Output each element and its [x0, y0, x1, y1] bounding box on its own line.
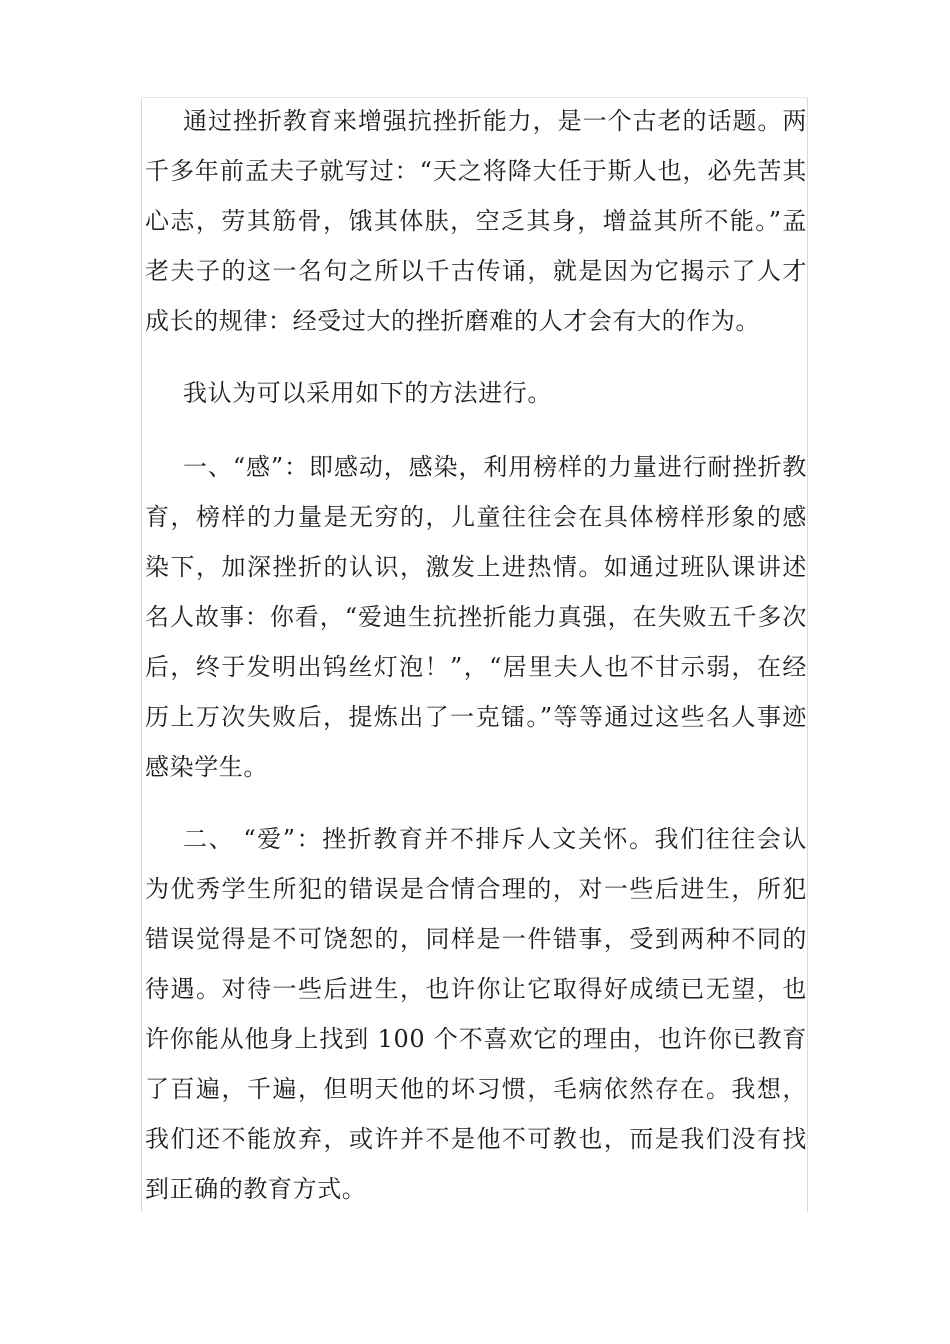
paragraph-ai: 二、 “爱”：挫折教育并不排斥人文关怀。我们往往会认为优秀学生所犯的错误是合情合理的，对一些后进生，所犯错误觉得是不可饶恕的，同样是一件错事，受到两种不同的待遇。对待一些后进生，也许你让它取得好成绩已无望，也许你能从他身上找到 100 个不喜欢它的理由，也许你已教育了百遍，千遍，但明天他的坏习惯，毛病依然存在。我想，我们还不能放弃，或许并不是他不可教也，而是我们没有找到正确的教育方式。 — [145, 825, 807, 1203]
paragraph-intro: 通过挫折教育来增强抗挫折能力，是一个古老的话题。两千多年前孟夫子就写过：“天之将降大任于斯人也，必先苦其心志，劳其筋骨，饿其体肤，空乏其身，增益其所不能。”孟老夫子的这一名句之所以千古传诵，就是因为它揭示了人才成长的规律：经受过大的挫折磨难的人才会有大的作为。 — [145, 107, 807, 335]
document-body — [145, 96, 807, 1214]
paragraph-gan: 一、“感”：即感动，感染，利用榜样的力量进行耐挫折教育，榜样的力量是无穷的，儿童往往会在具体榜样形象的感染下，加深挫折的认识，激发上进热情。如通过班队课讲述名人故事：你看，“爱迪生抗挫折能力真强，在失败五千多次后，终于发明出钨丝灯泡！”，“居里夫人也不甘示弱，在经历上万次失败后，提炼出了一克镭。”等等通过这些名人事迹感染学生。 — [145, 453, 807, 781]
paragraph-method: 我认为可以采用如下的方法进行。 — [183, 379, 552, 407]
